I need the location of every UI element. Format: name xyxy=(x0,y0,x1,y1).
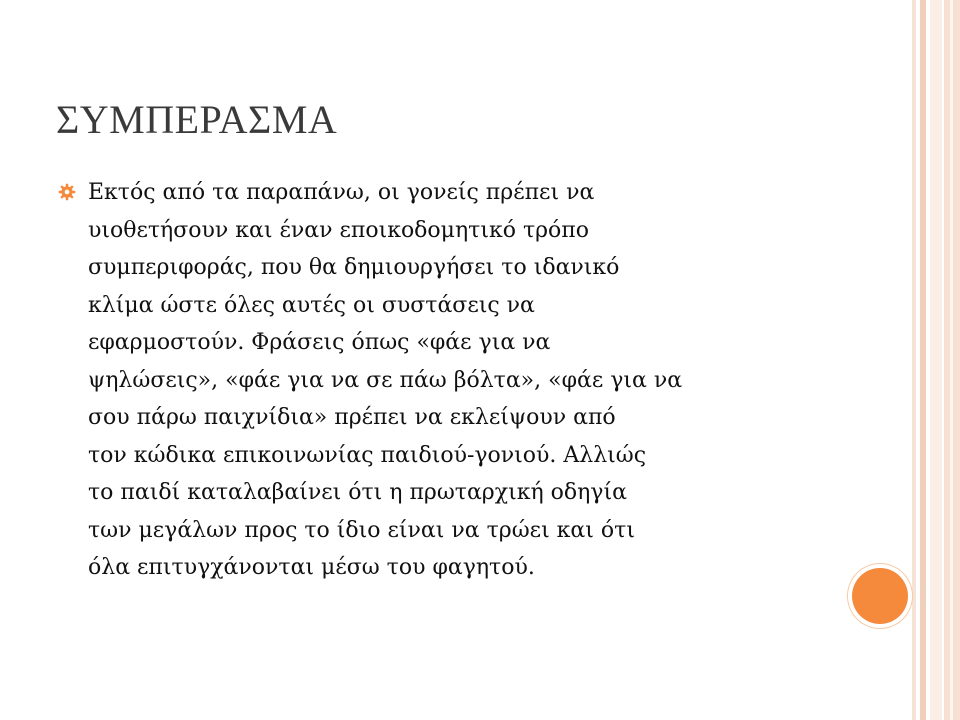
paragraph-line: κλίμα ώστε όλες αυτές οι συστάσεις να xyxy=(88,292,535,318)
decorative-stripe xyxy=(912,0,916,720)
paragraph-line: συμπεριφοράς, που θα δημιουργήσει το ιδανικό xyxy=(88,255,620,280)
paragraph-line: σου πάρω παιχνίδια» πρέπει να εκλείψουν από xyxy=(88,405,616,430)
paragraph-line: των μεγάλων προς το ίδιο είναι να τρώει και ότι xyxy=(88,517,635,543)
paragraph-line: τον κώδικα επικοινωνίας παιδιού-γονιού. Αλλιώς xyxy=(88,442,647,468)
bullet-item xyxy=(58,174,838,587)
paragraph-line: υιοθετήσουν και έναν εποικοδομητικό τρόπο xyxy=(88,217,589,243)
paragraph-line: εφαρμοστούν. Φράσεις όπως «φάε για να xyxy=(88,330,551,355)
paragraph-line: όλα επιτυγχάνονται μέσω του φαγητού. xyxy=(88,555,535,580)
decorative-circle xyxy=(852,568,908,624)
orange-gear-bullet-icon xyxy=(58,183,76,201)
paragraph-line: Εκτός από τα παραπάνω, οι γονείς πρέπει να xyxy=(88,180,595,205)
paragraph-line: ψηλώσεις», «φάε για να σε πάω βόλτα», «φάε για να xyxy=(88,367,683,393)
decorative-stripe xyxy=(950,0,953,720)
decorative-stripe xyxy=(930,0,942,720)
slide-title: ΣΥΜΠΕΡΑΣΜΑ xyxy=(56,97,338,142)
paragraph-line: το παιδί καταλαβαίνει ότι η πρωταρχική οδηγία xyxy=(88,480,627,505)
decorative-stripe xyxy=(920,0,926,720)
bullet-paragraph xyxy=(88,174,838,587)
